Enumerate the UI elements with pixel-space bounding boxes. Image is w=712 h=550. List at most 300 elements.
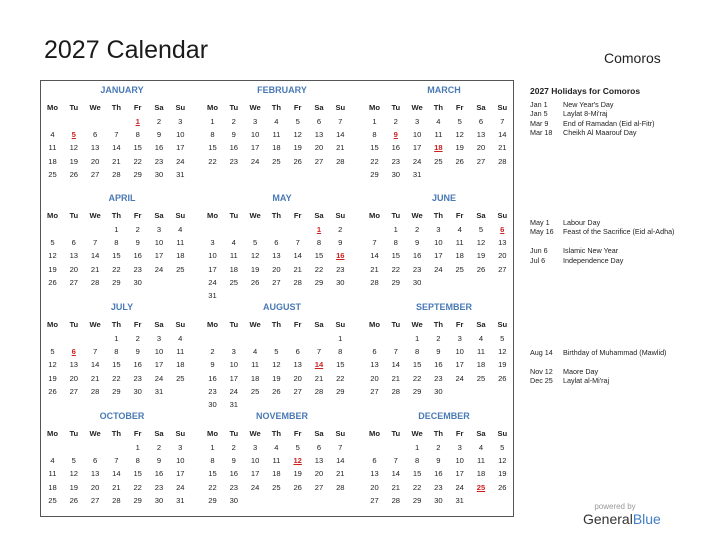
day-cell: 6 xyxy=(92,130,98,140)
day-cell: 24 xyxy=(176,156,185,166)
day-cell: 21 xyxy=(391,482,401,492)
day-cell: 7 xyxy=(372,238,377,248)
day-cell: 18 xyxy=(272,469,281,479)
weekday-header: Tu xyxy=(391,103,401,112)
day-cell: 18 xyxy=(229,264,239,274)
holiday-day: 14 xyxy=(314,360,324,370)
day-cell: 30 xyxy=(434,386,443,396)
day-cell: 2 xyxy=(231,443,236,452)
day-cell: 11 xyxy=(48,469,57,479)
weekday-header: Su xyxy=(497,429,508,438)
day-cell: 4 xyxy=(457,225,462,234)
day-cell: 29 xyxy=(112,386,121,396)
day-cell: 16 xyxy=(229,469,239,479)
day-cell: 6 xyxy=(478,117,484,126)
day-cell: 5 xyxy=(295,443,300,452)
day-cell: 19 xyxy=(48,373,57,383)
holiday-name: Birthday of Muhammad (Mawlid) xyxy=(563,348,667,357)
day-cell: 5 xyxy=(295,117,300,126)
day-cell: 1 xyxy=(114,225,119,234)
weekday-header: Tu xyxy=(69,103,79,112)
weekday-header: Fr xyxy=(455,103,464,112)
day-cell: 30 xyxy=(412,277,422,287)
day-cell: 2 xyxy=(156,117,162,126)
holiday-date: Jul 6 xyxy=(530,255,546,265)
holidays-title: 2027 Holidays for Comoros xyxy=(530,86,641,96)
day-cell: 9 xyxy=(338,238,343,248)
day-cell: 24 xyxy=(455,373,464,383)
day-cell: 27 xyxy=(90,495,100,505)
day-cell: 18 xyxy=(476,360,486,370)
day-cell: 30 xyxy=(391,169,401,179)
day-cell: 8 xyxy=(210,456,215,466)
brand-blue: Blue xyxy=(632,511,661,527)
weekday-header: Th xyxy=(271,103,282,112)
day-cell: 13 xyxy=(69,251,79,261)
day-cell: 17 xyxy=(154,251,164,261)
day-cell: 24 xyxy=(412,156,422,166)
day-cell: 11 xyxy=(434,130,443,140)
weekday-header: Sa xyxy=(476,429,486,438)
day-cell: 9 xyxy=(231,130,236,140)
day-cell: 7 xyxy=(393,347,398,357)
weekday-header: Sa xyxy=(314,320,324,329)
day-cell: 15 xyxy=(412,360,422,370)
weekday-header: Mo xyxy=(207,320,218,329)
day-cell: 12 xyxy=(498,347,507,357)
weekday-header: We xyxy=(411,103,423,112)
day-cell: 8 xyxy=(114,238,119,248)
day-cell: 19 xyxy=(69,482,79,492)
day-cell: 30 xyxy=(208,400,217,409)
holiday-entry xyxy=(530,100,680,109)
day-cell: 2 xyxy=(210,347,215,357)
weekday-header: Su xyxy=(335,320,346,329)
day-cell: 17 xyxy=(412,143,422,153)
weekday-header: Tu xyxy=(229,211,239,220)
day-cell: 7 xyxy=(92,347,98,357)
day-cell: 7 xyxy=(338,117,343,126)
day-cell: 9 xyxy=(436,456,441,466)
day-cell: 21 xyxy=(112,482,121,492)
month-name: SEPTEMBER xyxy=(415,302,472,312)
day-cell: 28 xyxy=(90,386,100,396)
weekday-header: Fr xyxy=(133,320,142,329)
day-cell: 26 xyxy=(498,373,507,383)
day-cell: 29 xyxy=(412,495,422,505)
holiday-name: End of Ramadan (Eid al-Fitr) xyxy=(563,118,655,128)
day-cell: 22 xyxy=(133,156,142,166)
weekday-header: Th xyxy=(433,103,444,112)
weekday-header: Fr xyxy=(455,429,464,438)
day-cell: 4 xyxy=(50,456,55,466)
brand-logo[interactable] xyxy=(583,511,661,527)
day-cell: 20 xyxy=(90,482,100,492)
day-cell: 13 xyxy=(314,456,324,466)
day-cell: 31 xyxy=(154,386,164,396)
weekday-header: Mo xyxy=(207,429,218,438)
weekday-header: We xyxy=(89,103,101,112)
day-cell: 5 xyxy=(500,334,505,343)
day-cell: 22 xyxy=(314,264,324,274)
day-cell: 19 xyxy=(293,469,302,479)
day-cell: 27 xyxy=(476,156,486,166)
day-cell: 19 xyxy=(498,469,507,479)
holiday-date: May 1 xyxy=(530,218,550,227)
day-cell: 17 xyxy=(455,469,464,479)
day-cell: 12 xyxy=(476,238,486,248)
day-cell: 26 xyxy=(48,277,57,287)
day-cell: 10 xyxy=(176,130,185,140)
weekday-header: We xyxy=(249,211,261,220)
holiday-date: Nov 12 xyxy=(530,366,553,376)
day-cell: 2 xyxy=(156,443,162,452)
holiday-name: Laylat al-Mi'raj xyxy=(563,376,610,386)
day-cell: 22 xyxy=(208,482,217,492)
day-cell: 13 xyxy=(293,360,302,370)
country-name: Comoros xyxy=(604,50,661,66)
day-cell: 29 xyxy=(412,386,422,396)
day-cell: 28 xyxy=(293,277,302,287)
day-cell: 6 xyxy=(92,456,98,466)
weekday-header: Su xyxy=(175,103,186,112)
day-cell: 15 xyxy=(112,360,121,370)
day-cell: 2 xyxy=(436,334,441,343)
day-cell: 16 xyxy=(208,373,217,383)
day-cell: 9 xyxy=(135,347,140,357)
day-cell: 24 xyxy=(154,373,164,383)
day-cell: 20 xyxy=(498,251,507,261)
holiday-entry xyxy=(530,227,680,236)
day-cell: 23 xyxy=(208,386,217,396)
weekday-header: We xyxy=(89,429,101,438)
day-cell: 10 xyxy=(455,347,464,357)
day-cell: 22 xyxy=(412,482,422,492)
weekday-header: Fr xyxy=(133,103,142,112)
day-cell: 4 xyxy=(178,334,183,343)
weekday-header: Th xyxy=(271,211,282,220)
day-cell: 17 xyxy=(154,360,164,370)
holiday-date: Jun 6 xyxy=(530,246,548,256)
day-cell: 11 xyxy=(176,347,185,357)
weekday-header: Su xyxy=(497,211,508,220)
day-cell: 3 xyxy=(252,443,258,452)
day-cell: 12 xyxy=(272,360,281,370)
day-cell: 29 xyxy=(133,169,142,179)
day-cell: 10 xyxy=(434,238,443,248)
day-cell: 26 xyxy=(476,264,486,274)
day-cell: 9 xyxy=(156,130,162,140)
day-cell: 10 xyxy=(229,360,239,370)
day-cell: 22 xyxy=(112,373,121,383)
day-cell: 28 xyxy=(314,386,324,396)
month-name: JUNE xyxy=(431,193,456,203)
month-name: MAY xyxy=(272,193,292,203)
day-cell: 8 xyxy=(393,238,398,248)
day-cell: 3 xyxy=(210,238,215,248)
day-cell: 23 xyxy=(229,482,239,492)
day-cell: 8 xyxy=(114,347,119,357)
day-cell: 25 xyxy=(455,264,464,274)
day-cell: 16 xyxy=(154,143,164,153)
weekday-header: Fr xyxy=(293,211,302,220)
day-cell: 11 xyxy=(48,143,57,153)
weekday-header: Fr xyxy=(293,103,302,112)
weekday-header: Th xyxy=(433,211,444,220)
day-cell: 21 xyxy=(370,264,379,274)
day-cell: 19 xyxy=(48,264,57,274)
day-cell: 23 xyxy=(133,264,142,274)
day-cell: 28 xyxy=(498,156,507,166)
day-cell: 12 xyxy=(455,130,464,140)
day-cell: 22 xyxy=(112,264,121,274)
day-cell: 12 xyxy=(48,251,57,261)
weekday-header: Fr xyxy=(455,211,464,220)
weekday-header: Th xyxy=(111,429,122,438)
day-cell: 25 xyxy=(48,169,57,179)
weekday-header: Th xyxy=(271,429,282,438)
day-cell: 17 xyxy=(250,469,260,479)
day-cell: 30 xyxy=(229,495,239,505)
powered-by-text: powered by xyxy=(594,502,636,511)
day-cell: 2 xyxy=(135,225,140,234)
holiday-name: Laylat 8-Mi'raj xyxy=(563,109,608,119)
day-cell: 6 xyxy=(316,117,322,126)
day-cell: 9 xyxy=(436,347,441,357)
weekday-header: Su xyxy=(335,429,346,438)
day-cell: 14 xyxy=(391,469,401,479)
day-cell: 23 xyxy=(434,482,443,492)
day-cell: 9 xyxy=(156,456,162,466)
weekday-header: Sa xyxy=(476,211,486,220)
day-cell: 27 xyxy=(370,495,379,505)
day-cell: 12 xyxy=(293,130,302,140)
day-cell: 30 xyxy=(133,386,142,396)
day-cell: 27 xyxy=(69,277,79,287)
day-cell: 11 xyxy=(477,456,485,466)
month-name: NOVEMBER xyxy=(255,411,308,421)
day-cell: 3 xyxy=(436,225,441,234)
day-cell: 5 xyxy=(457,117,462,126)
day-cell: 14 xyxy=(336,130,345,140)
day-cell: 11 xyxy=(272,130,281,140)
day-cell: 9 xyxy=(231,456,236,466)
holiday-day: 12 xyxy=(293,456,302,466)
day-cell: 30 xyxy=(434,495,443,505)
weekday-header: Mo xyxy=(369,429,380,438)
weekday-header: Sa xyxy=(314,429,324,438)
day-cell: 26 xyxy=(69,169,79,179)
holiday-name: Independence Day xyxy=(563,255,624,265)
weekday-header: Mo xyxy=(47,211,58,220)
day-cell: 14 xyxy=(370,251,379,261)
day-cell: 12 xyxy=(48,360,57,370)
day-cell: 27 xyxy=(69,386,79,396)
holiday-day: 1 xyxy=(135,117,140,126)
day-cell: 24 xyxy=(176,482,185,492)
day-cell: 10 xyxy=(250,130,260,140)
month-name: FEBRUARY xyxy=(257,85,307,95)
day-cell: 3 xyxy=(414,117,420,126)
day-cell: 23 xyxy=(336,264,345,274)
day-cell: 29 xyxy=(336,386,345,396)
day-cell: 21 xyxy=(498,143,507,153)
day-cell: 16 xyxy=(434,469,443,479)
day-cell: 27 xyxy=(293,386,302,396)
holiday-name: Islamic New Year xyxy=(563,246,619,256)
day-cell: 10 xyxy=(208,251,217,261)
weekday-header: Tu xyxy=(69,211,79,220)
day-cell: 1 xyxy=(414,334,420,343)
day-cell: 26 xyxy=(498,482,507,492)
holiday-entry xyxy=(530,128,680,137)
day-cell: 14 xyxy=(112,143,121,153)
day-cell: 5 xyxy=(50,238,55,248)
day-cell: 2 xyxy=(338,225,343,234)
day-cell: 27 xyxy=(314,482,324,492)
holiday-day: 16 xyxy=(336,251,345,261)
day-cell: 7 xyxy=(500,117,505,126)
day-cell: 7 xyxy=(316,347,322,357)
day-cell: 10 xyxy=(154,347,164,357)
month-name: DECEMBER xyxy=(418,411,470,421)
day-cell: 25 xyxy=(176,373,185,383)
day-cell: 30 xyxy=(336,277,345,287)
holiday-entry xyxy=(530,246,680,255)
day-cell: 4 xyxy=(436,117,441,126)
day-cell: 3 xyxy=(231,347,236,357)
weekday-header: We xyxy=(249,103,261,112)
day-cell: 30 xyxy=(154,169,164,179)
weekday-header: Sa xyxy=(154,320,164,329)
holiday-name: Cheikh Al Maarouf Day xyxy=(563,128,637,138)
weekday-header: Mo xyxy=(47,320,58,329)
day-cell: 21 xyxy=(336,143,345,153)
day-cell: 4 xyxy=(478,443,484,452)
holiday-date: Jan 1 xyxy=(530,100,548,109)
weekday-header: Su xyxy=(335,103,346,112)
day-cell: 3 xyxy=(178,117,183,126)
day-cell: 1 xyxy=(210,443,215,452)
holiday-entry xyxy=(530,218,680,227)
day-cell: 20 xyxy=(90,156,100,166)
day-cell: 15 xyxy=(391,251,401,261)
day-cell: 14 xyxy=(90,251,100,261)
day-cell: 19 xyxy=(455,143,464,153)
day-cell: 3 xyxy=(178,443,183,452)
day-cell: 23 xyxy=(391,156,401,166)
day-cell: 19 xyxy=(498,360,507,370)
day-cell: 7 xyxy=(114,130,119,140)
day-cell: 14 xyxy=(112,469,121,479)
day-cell: 22 xyxy=(412,373,422,383)
day-cell: 28 xyxy=(391,386,401,396)
weekday-header: Th xyxy=(271,320,282,329)
day-cell: 29 xyxy=(112,277,121,287)
day-cell: 15 xyxy=(133,469,142,479)
day-cell: 10 xyxy=(455,456,464,466)
day-cell: 13 xyxy=(498,238,507,248)
holiday-day: 1 xyxy=(316,225,322,234)
day-cell: 18 xyxy=(455,251,464,261)
day-cell: 8 xyxy=(210,130,215,140)
day-cell: 27 xyxy=(314,156,324,166)
weekday-header: Mo xyxy=(207,211,218,220)
weekday-header: Fr xyxy=(293,320,302,329)
day-cell: 23 xyxy=(154,482,164,492)
day-cell: 26 xyxy=(48,386,57,396)
month-name: AUGUST xyxy=(263,302,301,312)
day-cell: 17 xyxy=(455,360,464,370)
calendar-frame xyxy=(40,80,514,517)
weekday-header: We xyxy=(411,211,423,220)
day-cell: 3 xyxy=(156,334,162,343)
day-cell: 7 xyxy=(393,456,398,466)
holiday-date: Aug 14 xyxy=(530,348,553,357)
day-cell: 2 xyxy=(135,334,140,343)
day-cell: 1 xyxy=(210,117,215,126)
day-cell: 8 xyxy=(372,130,377,140)
weekday-header: Su xyxy=(497,103,508,112)
weekday-header: Th xyxy=(111,211,122,220)
day-cell: 25 xyxy=(476,373,486,383)
day-cell: 20 xyxy=(370,482,379,492)
day-cell: 27 xyxy=(90,169,100,179)
holiday-entry xyxy=(530,348,680,357)
weekday-header: Tu xyxy=(229,103,239,112)
day-cell: 17 xyxy=(208,264,217,274)
day-cell: 4 xyxy=(478,334,484,343)
day-cell: 12 xyxy=(69,143,79,153)
holiday-date: Mar 9 xyxy=(530,118,549,128)
day-cell: 6 xyxy=(71,238,76,248)
day-cell: 16 xyxy=(154,469,164,479)
day-cell: 23 xyxy=(412,264,422,274)
day-cell: 4 xyxy=(231,238,236,248)
day-cell: 20 xyxy=(476,143,486,153)
day-cell: 25 xyxy=(48,495,57,505)
day-cell: 31 xyxy=(176,169,185,179)
day-cell: 5 xyxy=(50,347,55,357)
day-cell: 5 xyxy=(71,456,76,466)
day-cell: 12 xyxy=(250,251,260,261)
day-cell: 1 xyxy=(414,443,420,452)
day-cell: 10 xyxy=(250,456,260,466)
day-cell: 8 xyxy=(338,347,343,357)
weekday-header: Th xyxy=(111,320,122,329)
day-cell: 25 xyxy=(250,386,260,396)
day-cell: 2 xyxy=(414,225,420,234)
weekday-header: Tu xyxy=(69,429,79,438)
day-cell: 3 xyxy=(457,334,462,343)
day-cell: 25 xyxy=(229,277,239,287)
holiday-name: Labour Day xyxy=(563,218,601,227)
day-cell: 20 xyxy=(314,143,324,153)
day-cell: 21 xyxy=(90,264,100,274)
weekday-header: Mo xyxy=(369,211,380,220)
day-cell: 5 xyxy=(478,225,484,234)
weekday-header: Sa xyxy=(154,103,164,112)
weekday-header: Fr xyxy=(133,429,142,438)
weekday-header: Tu xyxy=(391,320,401,329)
day-cell: 24 xyxy=(250,482,260,492)
day-cell: 8 xyxy=(414,456,420,466)
holiday-date: May 16 xyxy=(530,227,554,237)
day-cell: 23 xyxy=(154,156,164,166)
holiday-name: New Year's Day xyxy=(563,100,614,109)
weekday-header: Th xyxy=(433,320,444,329)
day-cell: 3 xyxy=(156,225,162,234)
